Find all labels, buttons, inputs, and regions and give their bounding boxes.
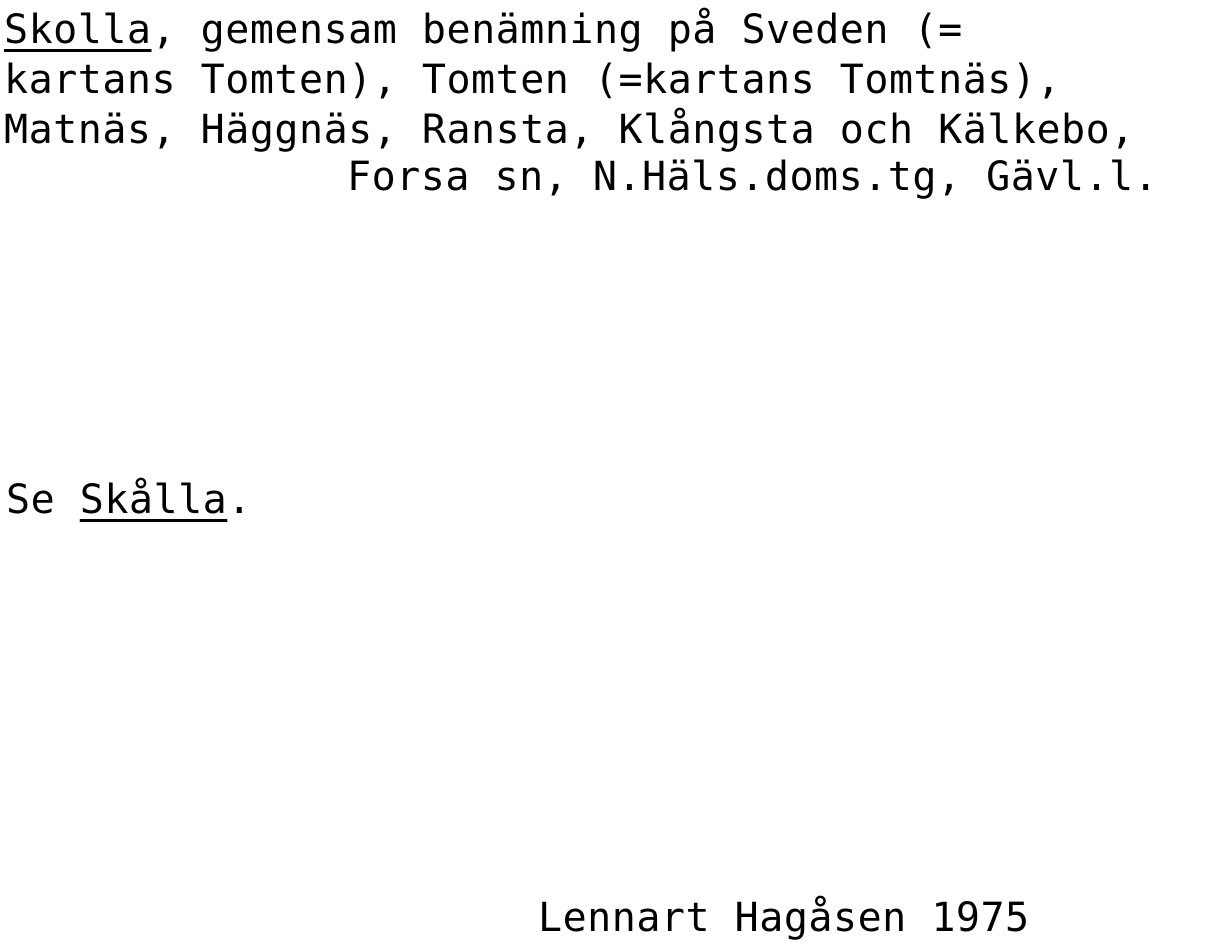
- cross-reference: [6, 477, 252, 523]
- headword: Skolla: [4, 7, 152, 53]
- entry-line-1: [4, 7, 963, 53]
- cross-reference-prefix: Se: [6, 477, 80, 523]
- cross-reference-target: Skålla: [79, 477, 228, 523]
- cross-reference-suffix: .: [227, 477, 252, 523]
- entry-line-1-text: , gemensam benämning på Sveden (=: [151, 7, 963, 53]
- entry-line-2: kartans Tomten), Tomten (=kartans Tomtnäs),: [4, 57, 1062, 103]
- entry-line-3: Matnäs, Häggnäs, Ransta, Klångsta och Kälkebo,: [4, 107, 1135, 153]
- signature: Lennart Hagåsen 1975: [538, 895, 1030, 941]
- entry-line-4: Forsa sn, N.Häls.doms.tg, Gävl.l.: [347, 154, 1159, 200]
